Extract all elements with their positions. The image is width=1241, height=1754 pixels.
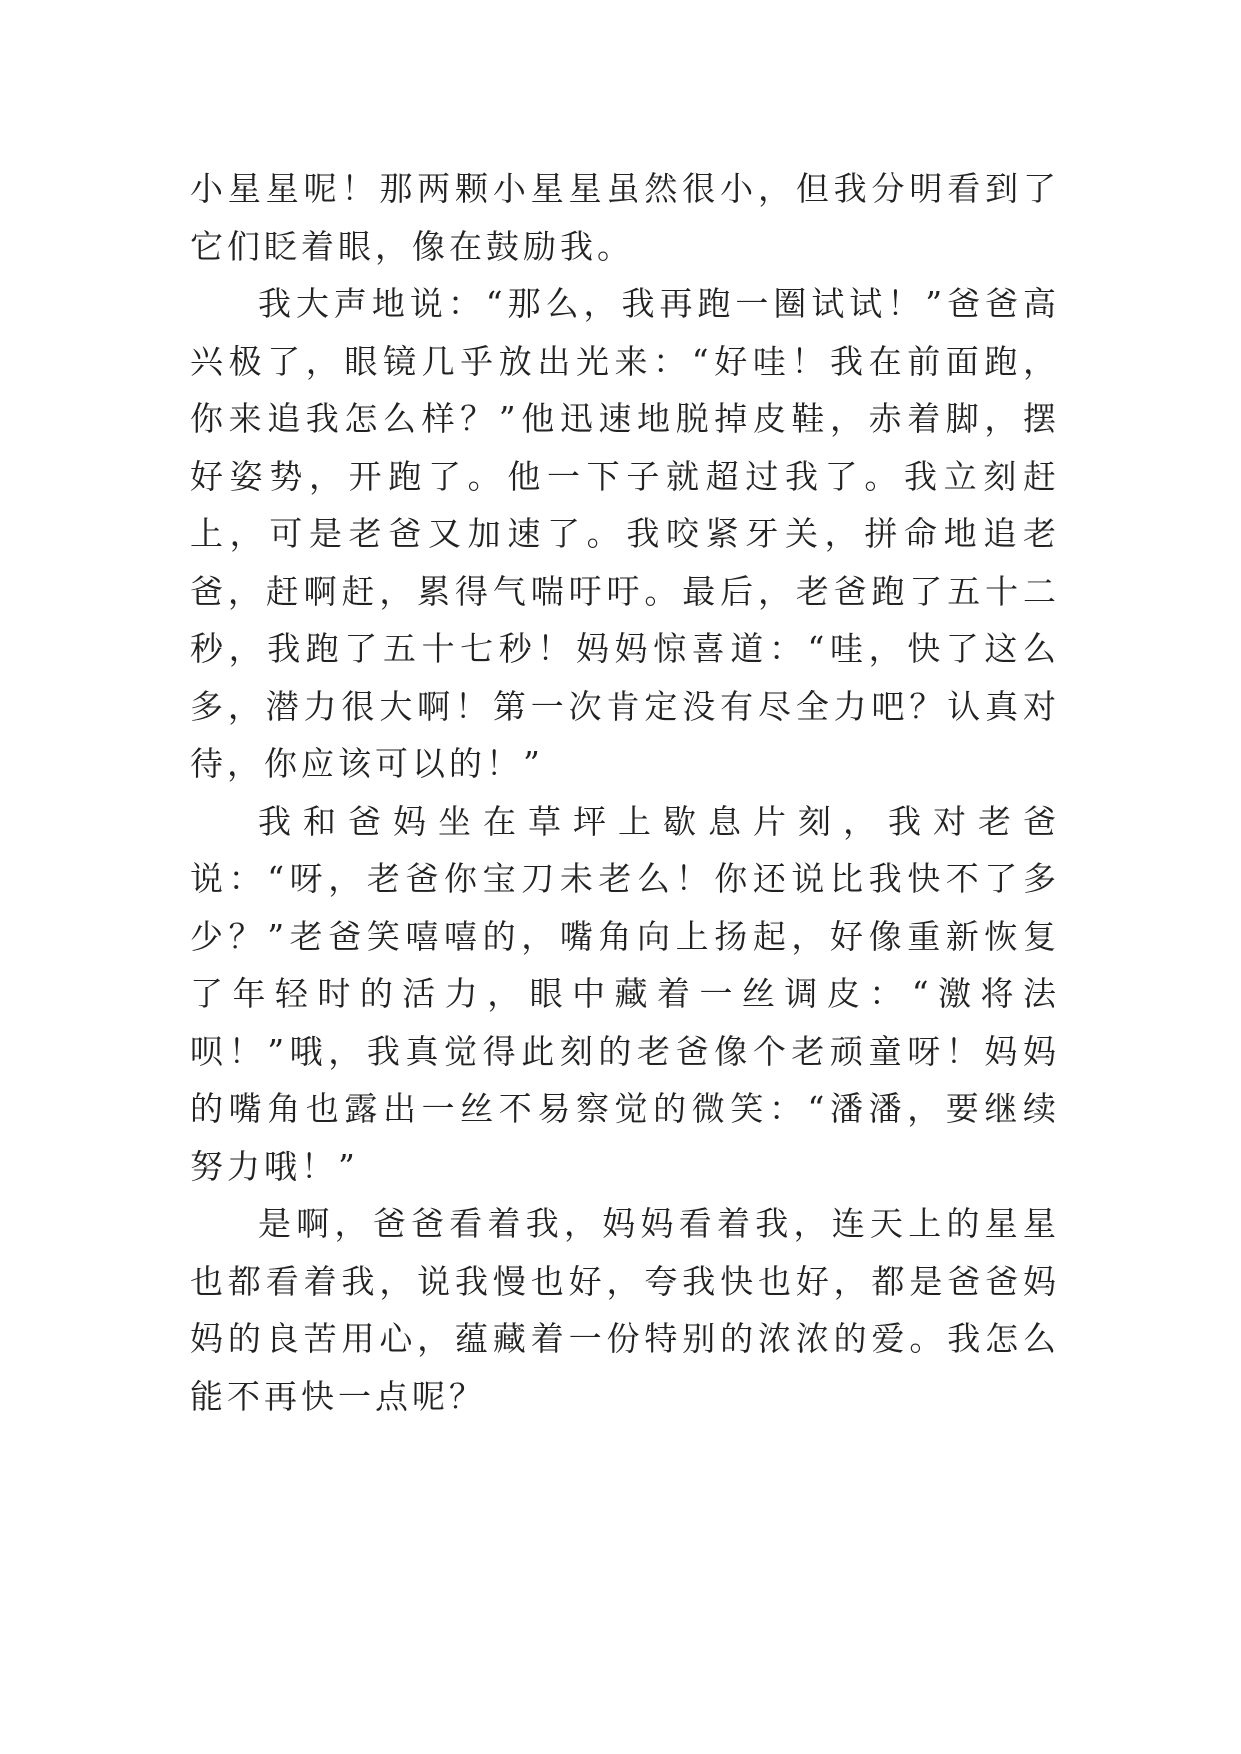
paragraph-conclusion: 是啊，爸爸看着我，妈妈看着我，连天上的星星也都看着我，说我慢也好，夸我快也好，都是爸爸妈妈的良苦用心，蕴藏着一份特别的浓浓的爱。我怎么能不再快一点呢？	[190, 1204, 1060, 1416]
paragraph-resting-on-lawn: 我和爸妈坐在草坪上歇息片刻，我对老爸说：“呀，老爸你宝刀未老么！你还说比我快不了多少？”老爸笑嘻嘻的，嘴角向上扬起，好像重新恢复了年轻时的活力，眼中藏着一丝调皮：“激将法呗！”哦，我真觉得此刻的老爸像个老顽童呀！妈妈的嘴角也露出一丝不易察觉的微笑：“潘潘，要继续努力哦！”	[190, 801, 1060, 1186]
document-body	[190, 160, 1060, 1425]
paragraph-running-race: 我大声地说：“那么，我再跑一圈试试！”爸爸高兴极了，眼镜几乎放出光来：“好哇！我在前面跑，你来追我怎么样？”他迅速地脱掉皮鞋，赤着脚，摆好姿势，开跑了。他一下子就超过我了。我立刻赶上，可是老爸又加速了。我咬紧牙关，拼命地追老爸，赶啊赶，累得气喘吁吁。最后，老爸跑了五十二秒，我跑了五十七秒！妈妈惊喜道：“哇，快了这么多，潜力很大啊！第一次肯定没有尽全力吧？认真对待，你应该可以的！”	[190, 284, 1060, 783]
paragraph-continuation: 小星星呢！那两颗小星星虽然很小，但我分明看到了它们眨着眼，像在鼓励我。	[190, 169, 1060, 266]
